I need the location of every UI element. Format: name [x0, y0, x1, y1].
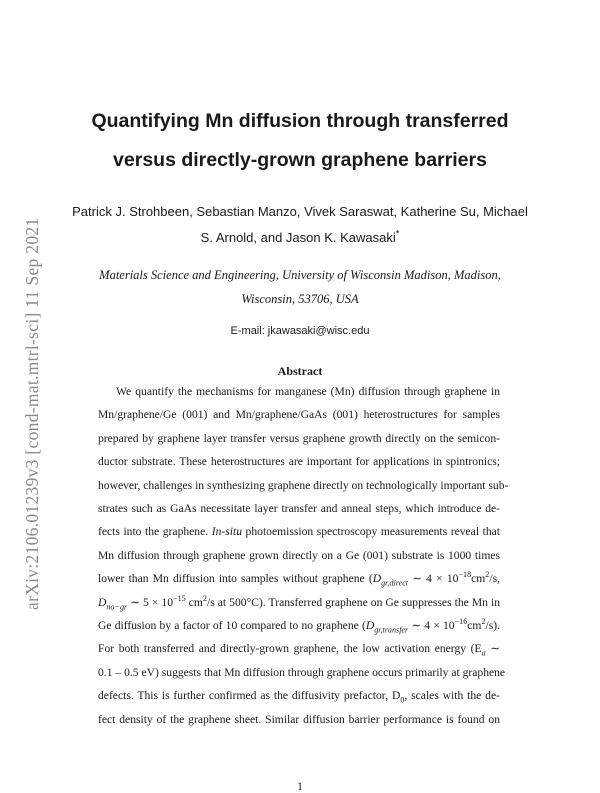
abstract-body [98, 380, 509, 731]
d-no-gr-subscript: no−gr [106, 601, 128, 611]
d-no-gr-unit: cm [185, 595, 203, 609]
corresponding-author-mark: * [395, 228, 400, 239]
abstract-line-text: fects into the graphene. [98, 525, 209, 539]
abstract-line: Mn diffusion through graphene grown directly on a Ge (001) substrate is 1000 times [98, 548, 500, 562]
d-no-gr-value: ∼ 5 × 10 [127, 595, 174, 609]
abstract-line [98, 591, 500, 614]
affiliation-line-1: Materials Science and Engineering, University of Wisconsin Madison, Madison, [99, 268, 501, 282]
abstract-line: fect density of the graphene sheet. Similar diffusion barrier performance is found on [98, 712, 500, 726]
abstract-line [98, 684, 500, 707]
author-email: E-mail: jkawasaki@wisc.edu [230, 325, 370, 337]
affiliation-line-2: Wisconsin, 53706, USA [241, 292, 359, 306]
page-number: 1 [297, 781, 303, 793]
d-gr-transfer-tail: /s). [485, 619, 500, 633]
d-gr-direct-exponent: −18 [458, 570, 472, 580]
d-gr-direct-tail: /s, [489, 572, 500, 586]
authors-line-1: Patrick J. Strohbeen, Sebastian Manzo, Vivek Saraswat, Katherine Su, Michael [72, 204, 528, 219]
d-gr-direct-subscript: gr,direct [381, 578, 409, 588]
abstract-line [98, 637, 500, 660]
abstract-line: prepared by graphene layer transfer versus graphene growth directly on the semicon- [98, 431, 500, 445]
abstract-line: Mn/graphene/Ge (001) and Mn/graphene/GaAs (001) heterostructures for samples [98, 408, 500, 422]
abstract-heading: Abstract [277, 364, 323, 378]
abstract-line [98, 520, 500, 543]
abstract-line-text: photoemission spectroscopy measurements reveal that [242, 525, 500, 539]
d-gr-direct-value: ∼ 4 × 10 [408, 572, 459, 586]
abstract-line: We quantify the mechanisms for manganese (Mn) diffusion through graphene in [116, 385, 500, 398]
abstract-line-text: lower than Mn diffusion into samples without graphene ( [98, 572, 373, 586]
arxiv-stamp: arXiv:2106.01239v3 [cond-mat.mtrl-sci] 11 Sep 2021 [22, 217, 42, 610]
in-situ-term: In-situ [211, 525, 242, 539]
d-gr-direct-unit-exponent: 2 [485, 570, 490, 580]
d-no-gr-unit-exponent: 2 [202, 593, 207, 603]
abstract-line: 0.1 – 0.5 eV) suggests that Mn diffusion through graphene occurs primarily at graphene [98, 665, 506, 679]
d-gr-transfer-exponent: −16 [454, 617, 468, 627]
authors-line-2-text: S. Arnold, and Jason K. Kawasaki [200, 230, 396, 245]
abstract-line [98, 567, 500, 590]
d0-tail: , scales with the de- [404, 689, 500, 703]
d-no-gr-symbol: D [98, 595, 107, 609]
d-gr-direct-unit: cm [471, 572, 486, 586]
abstract-line: however, challenges in synthesizing graphene directly on technologically important sub- [98, 478, 509, 492]
authors-line-2 [62, 230, 538, 245]
d-no-gr-exponent: −15 [173, 593, 186, 603]
ea-subscript: a [481, 648, 486, 658]
abstract-line: ductor substrate. These heterostructures are important for applications in spintronics; [98, 455, 500, 469]
d-gr-transfer-subscript: gr,transfer [374, 625, 409, 635]
d0-subscript: 0 [400, 695, 405, 705]
abstract-line [98, 614, 500, 637]
abstract-line-text: defects. This is further confirmed as the diffusivity prefactor, D [98, 689, 401, 703]
d-gr-direct-symbol: D [372, 572, 382, 586]
abstract-line-text: For both transferred and directly-grown graphene, the low activation energy (E [98, 642, 482, 656]
ea-tail: ∼ [485, 642, 500, 656]
abstract-line: strates such as GaAs necessitate layer transfer and anneal steps, which introduce de- [98, 502, 500, 516]
abstract-line-text: Ge diffusion by a factor of 10 compared to no graphene ( [98, 619, 366, 633]
d-gr-transfer-symbol: D [365, 619, 375, 633]
paper-title-line-1: Quantifying Mn diffusion through transferred [91, 110, 509, 132]
paper-title-line-2: versus directly-grown graphene barriers [113, 149, 487, 171]
d-gr-transfer-value: ∼ 4 × 10 [408, 619, 455, 633]
d-no-gr-tail: /s at 500°C). Transferred graphene on Ge suppresses the Mn in [206, 595, 501, 609]
d-gr-transfer-unit-exponent: 2 [481, 617, 486, 627]
d-gr-transfer-unit: cm [467, 619, 482, 633]
